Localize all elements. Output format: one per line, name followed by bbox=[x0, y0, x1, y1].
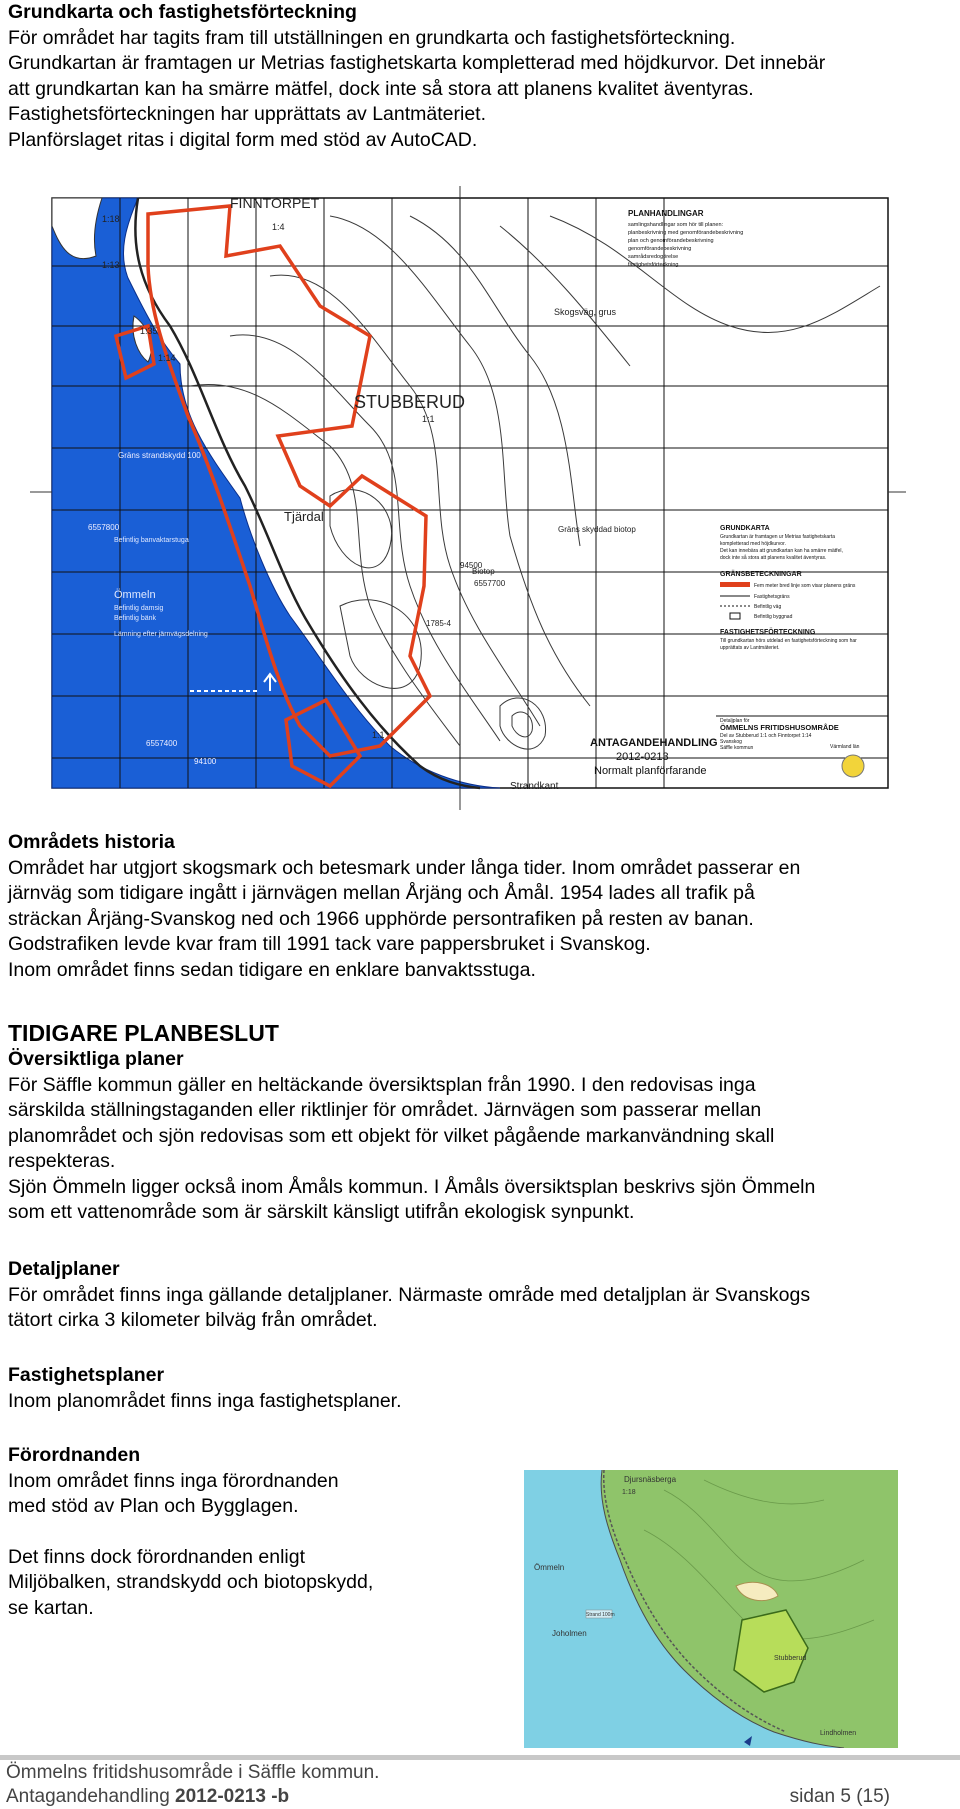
paragraph-line: Området har utgjort skogsmark och betesmark under långa tider. Inom området passerar en bbox=[8, 856, 801, 879]
legend-title: PLANHANDLINGAR bbox=[628, 209, 704, 218]
place-label: Ömmeln bbox=[534, 1563, 565, 1572]
legend-item: genomförandebeskrivning bbox=[628, 246, 692, 252]
heading-grundkarta: Grundkarta och fastighetsförteckning bbox=[8, 1, 357, 23]
title-block-title: ÖMMELNS FRITIDSHUSOMRÅDE bbox=[720, 723, 839, 732]
parcel-number: 1:35 bbox=[140, 326, 158, 336]
footer-rule bbox=[0, 1755, 960, 1760]
title-block-county: Värmland län bbox=[830, 744, 860, 750]
place-label-stubberud: STUBBERUD bbox=[354, 392, 466, 412]
label-biotop: Biotop bbox=[472, 567, 495, 576]
coordinate-label: 1785-4 bbox=[426, 619, 451, 628]
paragraph-line: särskilda ställningstaganden eller riktlinjer för området. Järnvägen som passerar mellan bbox=[8, 1099, 762, 1121]
place-label: Joholmen bbox=[552, 1629, 587, 1638]
coordinate-label: 6557700 bbox=[474, 579, 506, 588]
label-ommeln: Ömmeln bbox=[114, 589, 156, 601]
grans-legend-item: Fem meter bred linje som visar planens gräns bbox=[754, 583, 856, 589]
legend-item: planbeskrivning med genomförandebeskrivning bbox=[628, 230, 744, 236]
parcel-number: 1:18 bbox=[102, 214, 120, 224]
page-number: sidan 5 (15) bbox=[789, 1786, 890, 1807]
footer-title: Ömmelns fritidshusområde i Säffle kommun. bbox=[6, 1762, 380, 1783]
footer-doc-prefix: Antagandehandling bbox=[6, 1786, 176, 1807]
label-bank: Befintlig bänk bbox=[114, 615, 157, 622]
stage-procedure: Normalt planförfarande bbox=[594, 765, 707, 777]
section-planbeslut bbox=[8, 1019, 948, 1226]
coordinate-label: 94100 bbox=[194, 757, 217, 766]
paragraph-line: Miljöbalken, strandskydd och biotopskydd, bbox=[8, 1571, 374, 1593]
coordinate-label: 6557400 bbox=[146, 739, 178, 748]
coordinate-label: 6557800 bbox=[88, 523, 120, 532]
grundkarta-legend-text: Grundkartan är framtagen ur Metrias fastighetskarta bbox=[720, 534, 836, 540]
protection-map bbox=[524, 1470, 898, 1748]
paragraph-line: För området har tagits fram till utställningen en grundkarta och fastighetsförteckning. bbox=[8, 26, 736, 49]
legend-item: fastighetsförteckning bbox=[628, 262, 679, 268]
paragraph-line: Inom området finns inga förordnanden bbox=[8, 1469, 339, 1492]
section-grundkarta bbox=[8, 0, 948, 153]
section-historia bbox=[8, 830, 948, 983]
label-banvaktarstuga: Befintlig banvaktarstuga bbox=[114, 537, 189, 544]
title-block-header: Detaljplan för bbox=[720, 718, 750, 724]
paragraph-line: För området finns inga gällande detaljplaner. Närmaste område med detaljplan är Svanskogs bbox=[8, 1283, 811, 1306]
boundary-swatch bbox=[720, 582, 750, 587]
paragraph-line: respekteras. bbox=[8, 1150, 116, 1172]
heading-forordnanden: Förordnanden bbox=[8, 1444, 141, 1466]
heading-oversiktliga: Översiktliga planer bbox=[8, 1048, 184, 1070]
section-detaljplaner bbox=[8, 1257, 948, 1334]
parcel-number: 1:14 bbox=[158, 353, 176, 363]
place-label-finntorpet: FINNTORPET bbox=[230, 195, 320, 211]
grundkarta-legend-title: GRUNDKARTA bbox=[720, 525, 770, 532]
coordinate-label: 94500 bbox=[460, 561, 483, 570]
place-label: 1:18 bbox=[622, 1489, 636, 1496]
paragraph-line: Planförslaget ritas i digital form med stöd av AutoCAD. bbox=[8, 128, 478, 151]
footer-doc-number: 2012-0213 -b bbox=[175, 1786, 290, 1807]
place-label: Lindholmen bbox=[820, 1730, 857, 1737]
grundkarta-legend-text: kompletterad med höjdkurvor. bbox=[720, 541, 786, 547]
section-fastighetsplaner bbox=[8, 1363, 948, 1414]
paragraph-line: planområdet och sjön redovisas som ett objekt för vilket pågående markanvändning skall bbox=[8, 1124, 775, 1147]
paragraph-line: Inom planområdet finns inga fastighetsplaner. bbox=[8, 1389, 402, 1412]
stage-label: ANTAGANDEHANDLING bbox=[590, 737, 718, 749]
grans-legend-title: GRÄNSBETECKNINGAR bbox=[720, 571, 802, 578]
stage-number: 2012-0213 bbox=[616, 751, 669, 763]
paragraph-line: Godstrafiken levde kvar fram till 1991 tack vare pappersbruket i Svanskog. bbox=[8, 933, 651, 955]
paragraph-line: som ett vattenområde som är särskilt känsligt utifrån ekologisk synpunkt. bbox=[8, 1201, 635, 1223]
paragraph-line: Fastighetsförteckningen har upprättats av Lantmäteriet. bbox=[8, 103, 487, 125]
label-lamning: Lämning efter järnvägsdelning bbox=[114, 631, 208, 638]
paragraph-line: Sjön Ömmeln ligger också inom Åmåls kommun. I Åmåls översiktsplan beskrivs sjön Ömmeln bbox=[8, 1175, 816, 1198]
paragraph-line: Inom området finns sedan tidigare en enklare banvaktsstuga. bbox=[8, 958, 536, 981]
label-strandskydd: Gräns strandskydd 100 bbox=[118, 451, 201, 460]
paragraph-line: Grundkartan är framtagen ur Metrias fastighetskarta kompletterad med höjdkurvor. Det innebär bbox=[8, 52, 826, 74]
fast-legend-text: upprättats av Lantmäteriet. bbox=[720, 645, 780, 651]
parcel-number: 1:1 bbox=[372, 730, 385, 740]
place-label: Strand 100m bbox=[586, 1612, 615, 1618]
grans-legend-item: Befintlig byggnad bbox=[754, 614, 793, 620]
parcel-number: 1:4 bbox=[272, 222, 285, 232]
title-block-line: Del av Stubberud 1:1 och Finntorpet 1:14 bbox=[720, 733, 812, 739]
heading-fastighetsplaner: Fastighetsplaner bbox=[8, 1364, 165, 1386]
label-strandkant: Strandkant bbox=[510, 781, 559, 792]
heading-tidigare-planbeslut: TIDIGARE PLANBESLUT bbox=[8, 1020, 279, 1046]
parcel-number: 1:1 bbox=[422, 414, 435, 424]
grundkarta-legend-text: dock inte så stora att planens kvalitet äventyras. bbox=[720, 555, 827, 561]
title-block-line: Säffle kommun bbox=[720, 745, 754, 751]
paragraph-line: Det finns dock förordnanden enligt bbox=[8, 1545, 306, 1568]
legend-item: samlingshandlingar som hör till planen: bbox=[628, 222, 724, 228]
heading-detaljplaner: Detaljplaner bbox=[8, 1258, 120, 1280]
section-forordnanden bbox=[8, 1443, 508, 1621]
paragraph-line: att grundkartan kan ha smärre mätfel, dock inte så stora att planens kvalitet äventyras. bbox=[8, 77, 754, 100]
paragraph-line: se kartan. bbox=[8, 1596, 94, 1619]
paragraph-line: sträckan Årjäng-Svanskog ned och 1966 upphörde persontrafiken på resten av banan. bbox=[8, 907, 754, 930]
fast-legend-title: FASTIGHETSFÖRTECKNING bbox=[720, 629, 816, 636]
plan-base-map bbox=[30, 186, 906, 810]
paragraph-line: med stöd av Plan och Bygglagen. bbox=[8, 1495, 299, 1517]
parcel-number: 1:13 bbox=[102, 260, 120, 270]
place-label-tjardal: Tjärdal bbox=[284, 509, 324, 524]
legend-item: samrådsredogörelse bbox=[628, 254, 679, 260]
place-label: Stubberud bbox=[774, 1655, 807, 1662]
footer-document bbox=[6, 1786, 289, 1808]
paragraph-line: För Säffle kommun gäller en heltäckande översiktsplan från 1990. I den redovisas inga bbox=[8, 1073, 756, 1096]
fast-legend-text: Till grundkartan hörs utdelad en fastighetsförteckning som har bbox=[720, 638, 857, 644]
grans-legend-item: Fastighetsgräns bbox=[754, 594, 790, 600]
label-damsig: Befintlig damsig bbox=[114, 605, 164, 612]
legend-item: plan och genomförandebeskrivning bbox=[628, 238, 714, 244]
stamp-seal bbox=[842, 755, 864, 777]
place-label: Djursnäsberga bbox=[624, 1475, 677, 1484]
title-block-line: Svanskog bbox=[720, 739, 742, 745]
place-label-skogsvag: Skogsväg, grus bbox=[554, 307, 617, 317]
grundkarta-legend-text: Det kan innebära att grundkartan kan ha smärre mätfel, bbox=[720, 548, 843, 554]
label-skyddad-biotop: Gräns skyddad biotop bbox=[558, 525, 636, 534]
heading-historia: Områdets historia bbox=[8, 831, 175, 853]
paragraph-line: tätort cirka 3 kilometer bilväg från området. bbox=[8, 1309, 378, 1331]
paragraph-line: järnväg som tidigare ingått i järnvägen mellan Årjäng och Åmål. 1954 lades all trafik på bbox=[8, 882, 755, 904]
grans-legend-item: Befintlig väg bbox=[754, 604, 782, 610]
